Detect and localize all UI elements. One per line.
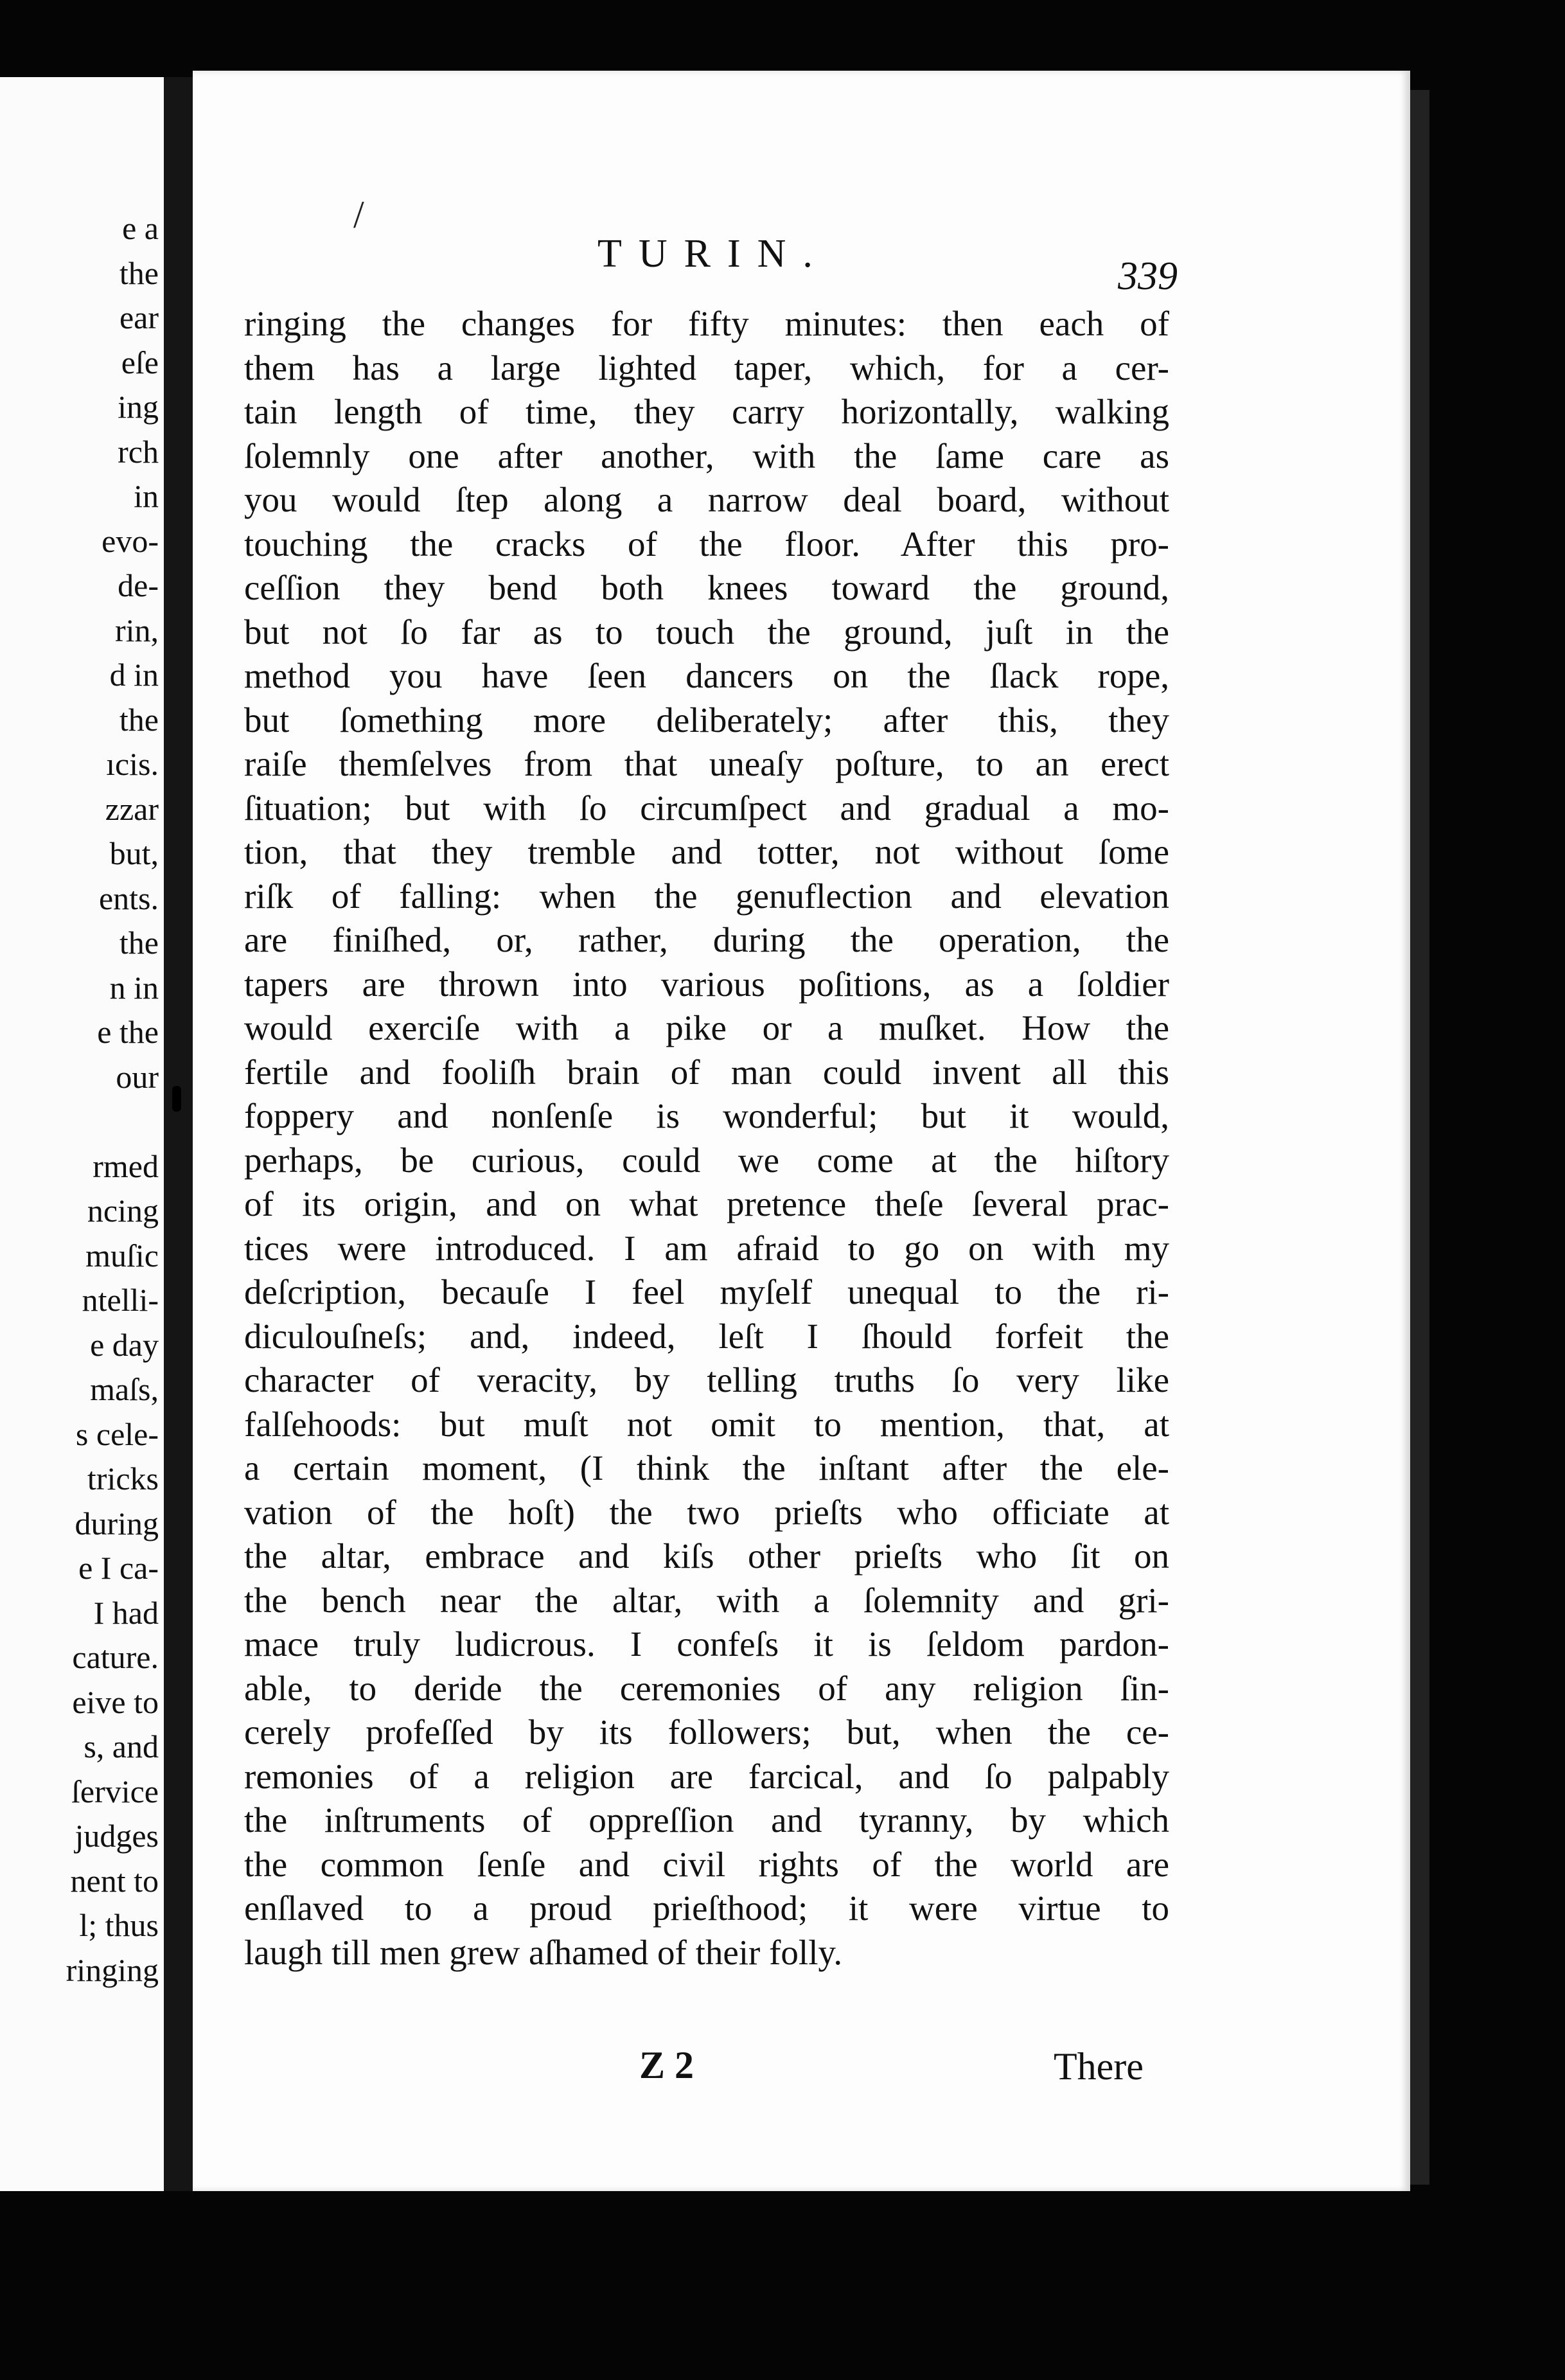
text-line: are finiſhed, or, rather, during the operation, the [244, 920, 1169, 959]
running-head: TURIN. [597, 232, 829, 276]
facing-page-line: our [116, 1058, 159, 1095]
text-line: but not ſo far as to touch the ground, juſt in the [244, 612, 1169, 652]
text-line: vation of the hoſt) the two prieſts who officiate at [244, 1492, 1169, 1532]
text-line: character of veracity, by telling truths ſo very like [244, 1360, 1169, 1399]
facing-page-line: I had [93, 1594, 159, 1631]
page-number: 339 [1118, 254, 1178, 298]
text-line: but ſomething more deliberately; after this, they [244, 700, 1169, 740]
facing-page-line: during [75, 1505, 159, 1541]
facing-page-line: s, and [84, 1728, 159, 1764]
facing-page-line: eſe [121, 344, 159, 380]
facing-page-line: the [119, 254, 159, 291]
text-line: tapers are thrown into various poſitions, as a ſoldier [244, 964, 1169, 1004]
facing-page-line: e a [122, 210, 159, 246]
facing-page-line: nent to [70, 1862, 159, 1899]
text-line: ſolemnly one after another, with the ſame care as [244, 436, 1169, 475]
page-edge-shadow [1410, 90, 1429, 2185]
text-line: tices were introduced. I am afraid to go on with my [244, 1228, 1169, 1268]
facing-page-line: ear [119, 299, 159, 335]
facing-page-fragment [0, 77, 164, 2191]
facing-page-line: s cele- [75, 1416, 159, 1452]
text-line: touching the cracks of the floor. After this pro- [244, 524, 1169, 564]
facing-page-line: e I ca- [78, 1550, 159, 1586]
binding-mark [172, 1086, 181, 1112]
text-line: ringing the changes for fifty minutes: then each of [244, 304, 1169, 343]
text-line: tain length of time, they carry horizontally, walking [244, 392, 1169, 431]
facing-page-line: n in [109, 969, 159, 1006]
facing-page-line: d in [109, 657, 159, 693]
pen-mark: / [353, 193, 364, 236]
facing-page-line: e day [90, 1326, 159, 1363]
facing-page-line: judges [75, 1818, 159, 1854]
facing-page-line: ſervice [71, 1773, 159, 1809]
text-line: laugh till men grew aſhamed of their folly. [244, 1932, 843, 1972]
text-line: of its origin, and on what pretence theſe ſeveral prac- [244, 1184, 1169, 1223]
text-line: riſk of falling: when the genuflection and elevation [244, 876, 1169, 916]
text-line: you would ſtep along a narrow deal board, without [244, 480, 1169, 519]
text-line: enſlaved to a proud prieſthood; it were virtue to [244, 1888, 1169, 1928]
text-line: cerely profeſſed by its followers; but, when the ce- [244, 1712, 1169, 1752]
facing-page-line: maſs, [90, 1371, 159, 1407]
facing-page-line: ncing [87, 1193, 159, 1229]
text-line: tion, that they tremble and totter, not without ſome [244, 832, 1169, 871]
text-line: ſituation; but with ſo circumſpect and gradual a mo- [244, 788, 1169, 828]
text-line: diculouſneſs; and, indeed, leſt I ſhould forfeit the [244, 1316, 1169, 1356]
facing-page-line: tricks [87, 1461, 159, 1496]
facing-page-line: ntelli- [82, 1282, 159, 1318]
text-line: mace truly ludicrous. I confeſs it is ſeldom pardon- [244, 1624, 1169, 1664]
facing-page-line: the [119, 925, 159, 961]
text-line: perhaps, be curious, could we come at the hiſtory [244, 1140, 1169, 1180]
text-line: foppery and nonſenſe is wonderful; but it would, [244, 1096, 1169, 1135]
text-line: deſcription, becauſe I feel myſelf unequal to the ri- [244, 1272, 1169, 1311]
facing-page-line: evo- [102, 522, 159, 559]
facing-page-line: eive to [72, 1683, 159, 1720]
text-line: able, to deride the ceremonies of any religion ſin- [244, 1668, 1169, 1708]
catchword: There [1054, 2045, 1144, 2088]
facing-page-line: ents. [98, 880, 159, 916]
facing-page-line: ringing [66, 1951, 159, 1988]
facing-page-line: muſic [85, 1237, 159, 1274]
text-line: the common ſenſe and civil rights of the world are [244, 1844, 1169, 1884]
book-gutter [164, 77, 193, 2191]
facing-page-line: in [134, 478, 159, 514]
facing-page-line: rin, [114, 612, 159, 648]
text-line: ceſſion they bend both knees toward the ground, [244, 568, 1169, 607]
facing-page-line: ing [118, 389, 159, 425]
text-line: the altar, embrace and kiſs other prieſts who ſit on [244, 1536, 1169, 1576]
text-line: falſehoods: but muſt not omit to mention, that, at [244, 1404, 1169, 1444]
facing-page-line: rmed [93, 1148, 159, 1184]
facing-page-line: the [119, 701, 159, 738]
facing-page-line: de- [118, 567, 159, 603]
facing-page-line: rch [118, 433, 159, 470]
text-line: raiſe themſelves from that uneaſy poſture, to an erect [244, 744, 1169, 783]
text-line: them has a large lighted taper, which, for a cer- [244, 348, 1169, 387]
body-text [244, 302, 1169, 1975]
text-line: a certain moment, (I think the inſtant after the ele- [244, 1448, 1169, 1487]
facing-page-line: zzar [105, 790, 159, 827]
text-line: remonies of a religion are farcical, and ſo palpably [244, 1756, 1169, 1796]
text-line: fertile and fooliſh brain of man could invent all this [244, 1052, 1169, 1092]
facing-page-line: e the [97, 1014, 159, 1050]
facing-page-line: cature. [72, 1639, 159, 1675]
facing-page-line: l; thus [79, 1907, 159, 1943]
text-line: the bench near the altar, with a ſolemnity and gri- [244, 1580, 1169, 1620]
facing-page-line: ıcis. [106, 746, 159, 782]
text-line: the inſtruments of oppreſſion and tyranny, by which [244, 1800, 1169, 1840]
signature-mark: Z 2 [639, 2044, 694, 2086]
text-line: method you have ſeen dancers on the ſlack rope, [244, 656, 1169, 695]
text-line: would exerciſe with a pike or a muſket. How the [244, 1008, 1169, 1047]
facing-page-line: but, [109, 835, 159, 871]
